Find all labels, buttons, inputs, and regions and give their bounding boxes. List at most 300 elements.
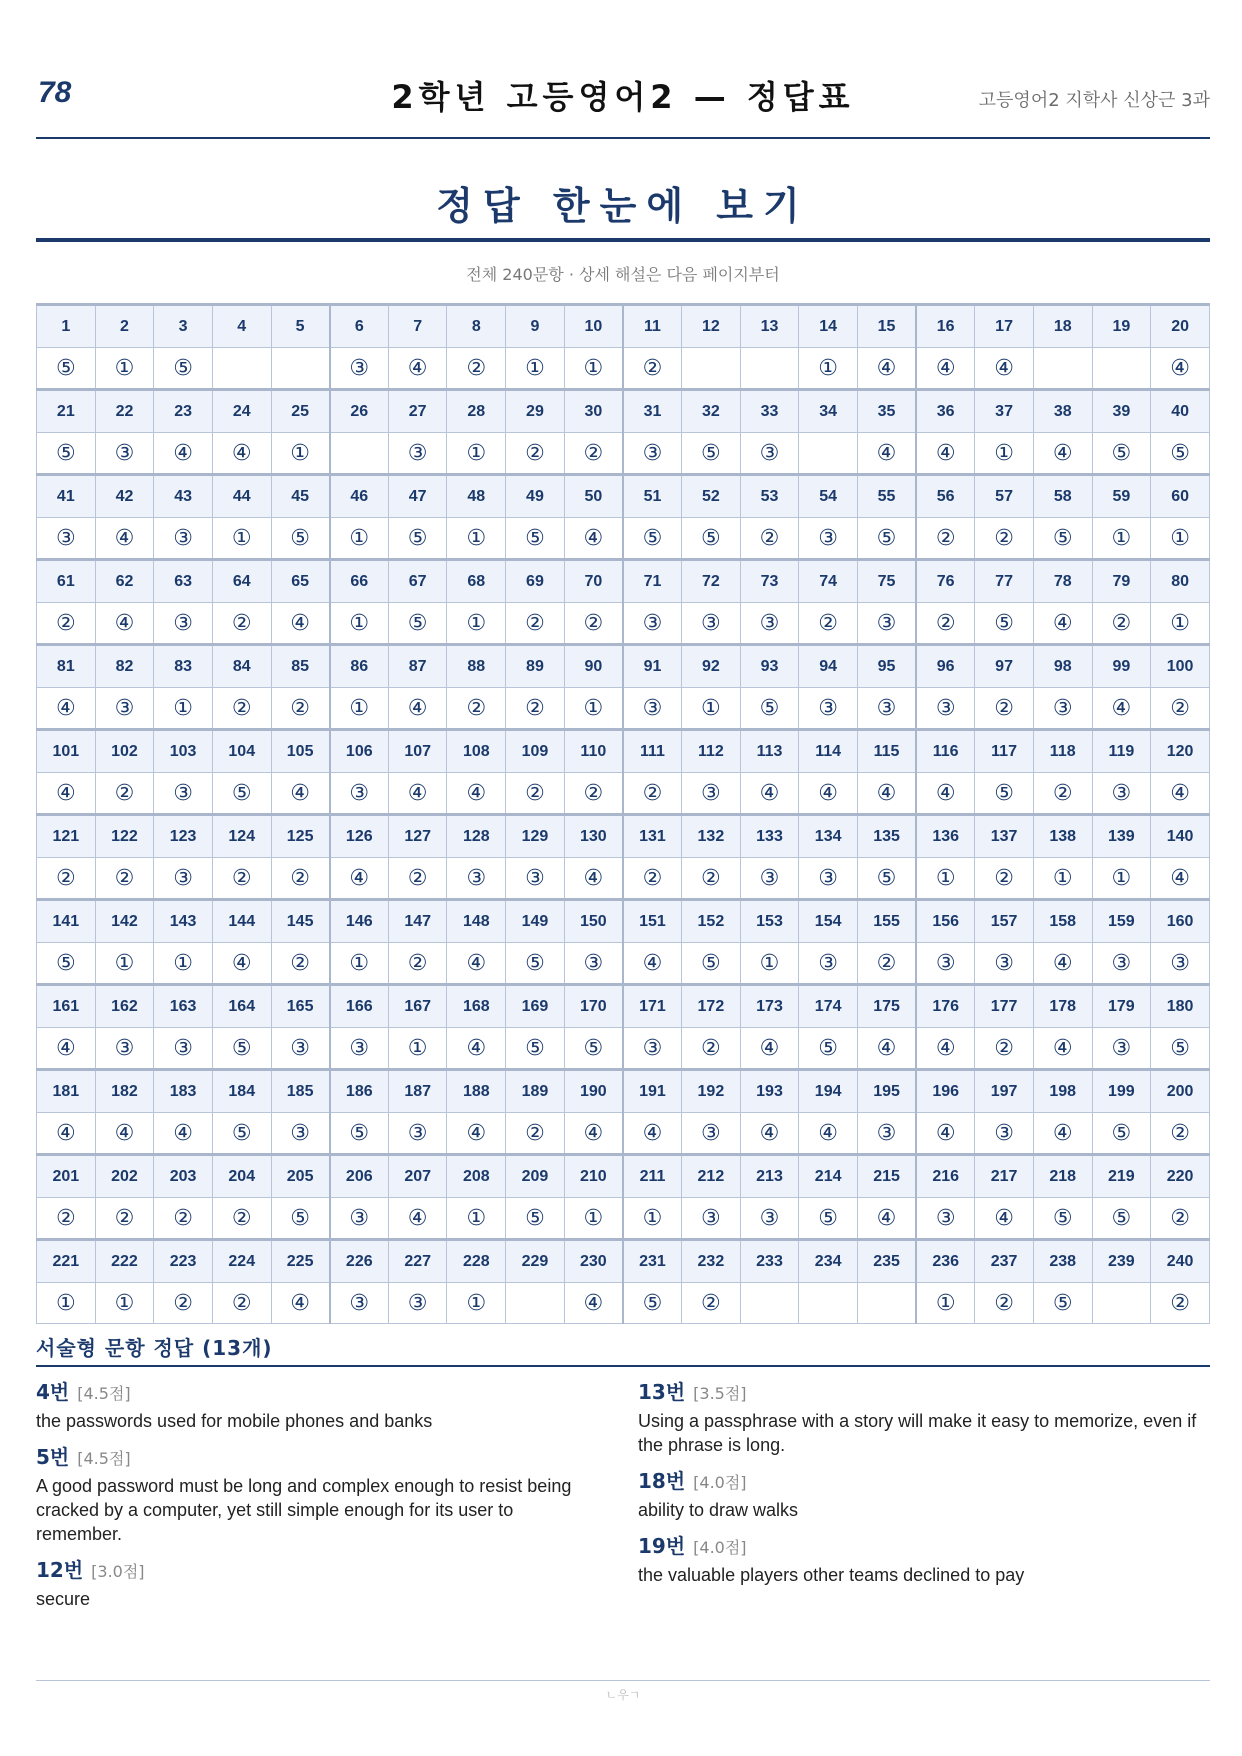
question-number-cell: 18 [1033, 305, 1092, 348]
question-number-cell: 19 [1092, 305, 1151, 348]
answer-cell: ① [154, 943, 213, 985]
question-number-cell: 35 [857, 390, 916, 433]
question-number-cell: 113 [740, 730, 799, 773]
question-number-cell: 215 [857, 1155, 916, 1198]
answer-cell: ④ [447, 943, 506, 985]
question-number-cell: 16 [916, 305, 975, 348]
question-number-cell: 142 [95, 900, 154, 943]
written-answer-item [36, 1376, 596, 1433]
answer-cell: ② [623, 348, 682, 390]
question-number-cell: 232 [682, 1240, 741, 1283]
answer-cell: ② [799, 603, 858, 645]
answer-cell: ④ [37, 1113, 96, 1155]
section-divider [36, 238, 1210, 242]
question-number-cell: 231 [623, 1240, 682, 1283]
answer-cell [1033, 348, 1092, 390]
answer-cell: ⑤ [37, 943, 96, 985]
question-number-cell: 128 [447, 815, 506, 858]
question-number-cell: 2 [95, 305, 154, 348]
question-number-cell: 14 [799, 305, 858, 348]
question-number-cell: 28 [447, 390, 506, 433]
written-answer-item [638, 1465, 1198, 1522]
answer-cell: ③ [975, 1113, 1034, 1155]
answer-cell: ④ [447, 773, 506, 815]
answer-cell: ② [975, 518, 1034, 560]
question-number-cell: 62 [95, 560, 154, 603]
answer-cell: ⑤ [799, 1028, 858, 1070]
question-number-cell: 84 [212, 645, 271, 688]
answer-cell: ② [95, 858, 154, 900]
question-number-cell: 235 [857, 1240, 916, 1283]
question-number-cell: 119 [1092, 730, 1151, 773]
header-divider [36, 137, 1210, 139]
answer-cell: ⑤ [1092, 433, 1151, 475]
question-number-cell: 205 [271, 1155, 330, 1198]
question-number-cell: 151 [623, 900, 682, 943]
question-number-cell: 185 [271, 1070, 330, 1113]
question-number-cell: 64 [212, 560, 271, 603]
question-number-cell: 184 [212, 1070, 271, 1113]
answer-cell: ① [330, 603, 389, 645]
question-number-cell: 154 [799, 900, 858, 943]
question-number-cell: 36 [916, 390, 975, 433]
question-number-cell: 79 [1092, 560, 1151, 603]
question-number-cell: 240 [1151, 1240, 1210, 1283]
question-number-cell: 130 [564, 815, 623, 858]
answer-cell: ② [506, 1113, 565, 1155]
question-number-cell: 172 [682, 985, 741, 1028]
question-number-row [37, 475, 1210, 518]
answer-cell: ⑤ [1033, 518, 1092, 560]
answer-cell: ④ [95, 1113, 154, 1155]
answer-cell: ⑤ [37, 433, 96, 475]
written-answer-item [36, 1554, 596, 1611]
answer-cell: ② [1151, 688, 1210, 730]
question-number-cell: 163 [154, 985, 213, 1028]
answer-cell: ④ [388, 348, 447, 390]
answer-cell: ② [1092, 603, 1151, 645]
document-title: 2학년 고등영어2 — 정답표 [391, 78, 855, 116]
answer-cell: ③ [857, 688, 916, 730]
question-number-cell: 149 [506, 900, 565, 943]
answer-cell: ④ [799, 1113, 858, 1155]
question-number-cell: 133 [740, 815, 799, 858]
answer-cell: ⑤ [1033, 1283, 1092, 1324]
answer-cell: ② [154, 1198, 213, 1240]
question-number-cell: 40 [1151, 390, 1210, 433]
question-number-cell: 50 [564, 475, 623, 518]
question-number-cell: 82 [95, 645, 154, 688]
answer-cell: ④ [975, 1198, 1034, 1240]
question-number-cell: 237 [975, 1240, 1034, 1283]
answer-cell: ③ [916, 1198, 975, 1240]
question-number-cell: 179 [1092, 985, 1151, 1028]
question-number-cell: 216 [916, 1155, 975, 1198]
question-number-cell: 161 [37, 985, 96, 1028]
answer-cell: ① [1092, 518, 1151, 560]
question-number-cell: 121 [37, 815, 96, 858]
question-number-cell: 75 [857, 560, 916, 603]
question-number-cell: 39 [1092, 390, 1151, 433]
question-number-cell: 139 [1092, 815, 1151, 858]
answer-cell: ⑤ [271, 1198, 330, 1240]
answer-cell [682, 348, 741, 390]
answer-cell: ④ [1151, 348, 1210, 390]
answer-cell: ⑤ [564, 1028, 623, 1070]
answer-cell: ③ [682, 773, 741, 815]
answer-cell: ② [564, 433, 623, 475]
question-number-cell: 173 [740, 985, 799, 1028]
question-number-cell: 234 [799, 1240, 858, 1283]
answer-cell: ③ [916, 688, 975, 730]
answer-cell: ③ [1092, 773, 1151, 815]
answer-cell: ② [212, 603, 271, 645]
question-number-cell: 138 [1033, 815, 1092, 858]
question-number-cell: 123 [154, 815, 213, 858]
answer-cell: ③ [388, 1113, 447, 1155]
question-number-cell: 137 [975, 815, 1034, 858]
question-number: 19번 [638, 1534, 686, 1558]
question-number-row [37, 305, 1210, 348]
answer-row [37, 518, 1210, 560]
question-number-cell: 11 [623, 305, 682, 348]
answer-cell: ③ [506, 858, 565, 900]
answer-cell: ④ [564, 518, 623, 560]
question-number-cell: 198 [1033, 1070, 1092, 1113]
answer-cell: ④ [271, 1283, 330, 1324]
answer-cell: ③ [740, 603, 799, 645]
answer-cell: ③ [799, 688, 858, 730]
answer-cell: ③ [330, 1198, 389, 1240]
question-number-cell: 58 [1033, 475, 1092, 518]
question-number-cell: 37 [975, 390, 1034, 433]
answer-cell [330, 433, 389, 475]
answer-cell: ③ [682, 1198, 741, 1240]
question-number-cell: 92 [682, 645, 741, 688]
question-number-cell: 99 [1092, 645, 1151, 688]
question-number-cell: 132 [682, 815, 741, 858]
answer-cell: ③ [857, 1113, 916, 1155]
answer-cell: ④ [37, 1028, 96, 1070]
question-number-cell: 104 [212, 730, 271, 773]
answer-cell: ⑤ [857, 858, 916, 900]
question-number-cell: 88 [447, 645, 506, 688]
answer-cell: ① [623, 1198, 682, 1240]
answer-cell: ② [212, 1198, 271, 1240]
question-number-cell: 153 [740, 900, 799, 943]
question-number-cell: 106 [330, 730, 389, 773]
question-number-cell: 17 [975, 305, 1034, 348]
answer-cell: ⑤ [212, 1028, 271, 1070]
answer-cell: ⑤ [506, 943, 565, 985]
footer-mark: ㄴ우ㄱ [605, 1688, 641, 1702]
question-number-cell: 116 [916, 730, 975, 773]
question-number-cell: 118 [1033, 730, 1092, 773]
question-number-cell: 218 [1033, 1155, 1092, 1198]
question-number-cell: 136 [916, 815, 975, 858]
question-number-cell: 98 [1033, 645, 1092, 688]
question-number-cell: 80 [1151, 560, 1210, 603]
question-number-cell: 32 [682, 390, 741, 433]
answer-cell: ① [1151, 603, 1210, 645]
question-number-cell: 166 [330, 985, 389, 1028]
question-number-cell: 202 [95, 1155, 154, 1198]
question-number-cell: 146 [330, 900, 389, 943]
answer-cell [799, 1283, 858, 1324]
answer-row [37, 943, 1210, 985]
question-number-cell: 5 [271, 305, 330, 348]
answer-cell: ④ [447, 1028, 506, 1070]
answer-cell: ④ [623, 943, 682, 985]
answer-cell: ⑤ [212, 1113, 271, 1155]
question-number-cell: 162 [95, 985, 154, 1028]
question-number-cell: 225 [271, 1240, 330, 1283]
question-number-row [37, 730, 1210, 773]
answer-cell: ④ [916, 773, 975, 815]
answer-cell: ⑤ [1092, 1198, 1151, 1240]
answer-cell: ④ [95, 603, 154, 645]
answer-cell [1092, 348, 1151, 390]
footer-divider [36, 1680, 1210, 1681]
question-number-cell: 147 [388, 900, 447, 943]
written-answer-text: Using a passphrase with a story will make it easy to memorize, even if the phrase is long. [638, 1411, 1197, 1455]
question-points: [3.5점] [693, 1384, 747, 1403]
question-number-cell: 76 [916, 560, 975, 603]
answer-cell: ④ [916, 1113, 975, 1155]
question-number-cell: 59 [1092, 475, 1151, 518]
question-number-cell: 101 [37, 730, 96, 773]
answer-cell: ① [916, 1283, 975, 1324]
answer-cell: ③ [95, 433, 154, 475]
question-number-cell: 55 [857, 475, 916, 518]
answer-row [37, 433, 1210, 475]
answer-cell: ③ [37, 518, 96, 560]
answer-cell: ② [740, 518, 799, 560]
written-answers-left-column [36, 1376, 596, 1619]
answer-cell: ② [212, 688, 271, 730]
question-number-cell: 176 [916, 985, 975, 1028]
answer-cell: ④ [1033, 1028, 1092, 1070]
answer-cell: ② [682, 1028, 741, 1070]
question-number-cell: 140 [1151, 815, 1210, 858]
answer-cell: ③ [447, 858, 506, 900]
answer-cell: ③ [95, 1028, 154, 1070]
answer-cell: ① [799, 348, 858, 390]
question-number: 13번 [638, 1380, 686, 1404]
answer-cell: ② [975, 1028, 1034, 1070]
question-number-cell: 152 [682, 900, 741, 943]
question-number-cell: 135 [857, 815, 916, 858]
answer-cell: ① [271, 433, 330, 475]
question-number-cell: 233 [740, 1240, 799, 1283]
answer-cell: ③ [799, 943, 858, 985]
answer-cell: ④ [388, 773, 447, 815]
written-answer-item [638, 1530, 1198, 1587]
question-number-cell: 115 [857, 730, 916, 773]
question-number-cell: 127 [388, 815, 447, 858]
answer-cell: ③ [916, 943, 975, 985]
section-title: 정답 한눈에 보기 [436, 184, 810, 228]
question-number-cell: 74 [799, 560, 858, 603]
answer-cell: ① [37, 1283, 96, 1324]
answer-cell: ① [447, 1283, 506, 1324]
page-header [36, 70, 1210, 122]
answer-cell: ② [506, 773, 565, 815]
question-number-cell: 169 [506, 985, 565, 1028]
question-number-cell: 201 [37, 1155, 96, 1198]
question-number-cell: 65 [271, 560, 330, 603]
answer-cell: ② [623, 858, 682, 900]
answer-cell: ⑤ [682, 518, 741, 560]
question-number-cell: 25 [271, 390, 330, 433]
answer-cell: ④ [564, 858, 623, 900]
question-number-cell: 197 [975, 1070, 1034, 1113]
question-number-cell: 100 [1151, 645, 1210, 688]
question-number-cell: 167 [388, 985, 447, 1028]
answer-cell: ① [447, 603, 506, 645]
answer-cell [212, 348, 271, 390]
answer-cell: ④ [857, 1028, 916, 1070]
question-number-cell: 155 [857, 900, 916, 943]
answer-cell: ⑤ [212, 773, 271, 815]
question-number-cell: 229 [506, 1240, 565, 1283]
question-number-cell: 78 [1033, 560, 1092, 603]
question-number-cell: 223 [154, 1240, 213, 1283]
answer-cell: ② [447, 348, 506, 390]
question-number-cell: 86 [330, 645, 389, 688]
question-number-cell: 67 [388, 560, 447, 603]
question-number-cell: 1 [37, 305, 96, 348]
question-number-cell: 3 [154, 305, 213, 348]
answer-cell: ② [212, 1283, 271, 1324]
answer-cell: ① [564, 348, 623, 390]
question-number-cell: 213 [740, 1155, 799, 1198]
answer-cell: ⑤ [506, 518, 565, 560]
answer-cell: ④ [1033, 433, 1092, 475]
answer-cell: ④ [975, 348, 1034, 390]
answer-cell: ④ [388, 688, 447, 730]
question-number-cell: 30 [564, 390, 623, 433]
question-number-cell: 207 [388, 1155, 447, 1198]
written-answers-title: 서술형 문항 정답 (13개) [36, 1336, 273, 1360]
question-number-cell: 219 [1092, 1155, 1151, 1198]
answer-cell: ① [916, 858, 975, 900]
answer-cell: ③ [1151, 943, 1210, 985]
answer-cell: ① [1092, 858, 1151, 900]
answer-cell: ④ [857, 773, 916, 815]
question-number-cell: 187 [388, 1070, 447, 1113]
answer-cell: ④ [1151, 773, 1210, 815]
answer-cell: ⑤ [154, 348, 213, 390]
question-number-cell: 72 [682, 560, 741, 603]
section-note: 전체 240문항 · 상세 해설은 다음 페이지부터 [466, 265, 780, 284]
question-number-cell: 57 [975, 475, 1034, 518]
answer-cell: ② [506, 603, 565, 645]
question-number-cell: 206 [330, 1155, 389, 1198]
question-number-cell: 236 [916, 1240, 975, 1283]
answer-cell: ④ [916, 433, 975, 475]
question-number-cell: 124 [212, 815, 271, 858]
answer-cell: ③ [740, 1198, 799, 1240]
answer-row [37, 1113, 1210, 1155]
answer-cell: ② [95, 773, 154, 815]
question-number-cell: 102 [95, 730, 154, 773]
question-number-cell: 77 [975, 560, 1034, 603]
question-number-cell: 156 [916, 900, 975, 943]
answer-cell: ⑤ [1151, 1028, 1210, 1070]
question-number-cell: 48 [447, 475, 506, 518]
answer-cell: ⑤ [740, 688, 799, 730]
question-number-cell: 158 [1033, 900, 1092, 943]
question-number-row [37, 645, 1210, 688]
question-number-cell: 43 [154, 475, 213, 518]
answer-cell: ③ [154, 1028, 213, 1070]
answer-cell: ② [447, 688, 506, 730]
question-number-cell: 227 [388, 1240, 447, 1283]
question-number-cell: 122 [95, 815, 154, 858]
answer-cell: ② [1151, 1283, 1210, 1324]
question-number-cell: 8 [447, 305, 506, 348]
answer-cell: ④ [271, 773, 330, 815]
answer-cell: ⑤ [1092, 1113, 1151, 1155]
question-number-row [37, 815, 1210, 858]
answer-cell: ⑤ [623, 518, 682, 560]
answer-cell: ② [682, 1283, 741, 1324]
question-number-cell: 41 [37, 475, 96, 518]
answer-cell: ③ [1033, 688, 1092, 730]
question-points: [3.0점] [91, 1562, 145, 1581]
question-number-cell: 6 [330, 305, 389, 348]
written-answer-item [36, 1441, 596, 1546]
question-number-cell: 4 [212, 305, 271, 348]
answer-cell: ③ [740, 433, 799, 475]
question-number-cell: 196 [916, 1070, 975, 1113]
answer-cell: ④ [857, 433, 916, 475]
question-number: 12번 [36, 1558, 84, 1582]
question-number-cell: 203 [154, 1155, 213, 1198]
question-number-cell: 89 [506, 645, 565, 688]
question-number-row [37, 1070, 1210, 1113]
question-points: [4.0점] [693, 1538, 747, 1557]
question-number-cell: 117 [975, 730, 1034, 773]
answer-cell: ③ [330, 773, 389, 815]
question-number-cell: 51 [623, 475, 682, 518]
question-number-cell: 23 [154, 390, 213, 433]
answer-row [37, 1198, 1210, 1240]
question-number-cell: 112 [682, 730, 741, 773]
question-number-cell: 217 [975, 1155, 1034, 1198]
question-number-cell: 31 [623, 390, 682, 433]
question-number-cell: 171 [623, 985, 682, 1028]
answer-cell: ③ [330, 348, 389, 390]
question-number-cell: 114 [799, 730, 858, 773]
question-number-cell: 129 [506, 815, 565, 858]
question-number-cell: 141 [37, 900, 96, 943]
answer-cell: ④ [1033, 1113, 1092, 1155]
question-number-cell: 111 [623, 730, 682, 773]
answer-row [37, 1028, 1210, 1070]
answer-cell: ① [1151, 518, 1210, 560]
answer-cell [740, 348, 799, 390]
answer-cell: ④ [916, 348, 975, 390]
question-number-cell: 42 [95, 475, 154, 518]
question-number-cell: 191 [623, 1070, 682, 1113]
question-number-cell: 228 [447, 1240, 506, 1283]
answer-cell: ② [154, 1283, 213, 1324]
answer-cell: ② [1033, 773, 1092, 815]
question-number-cell: 180 [1151, 985, 1210, 1028]
question-number-cell: 193 [740, 1070, 799, 1113]
